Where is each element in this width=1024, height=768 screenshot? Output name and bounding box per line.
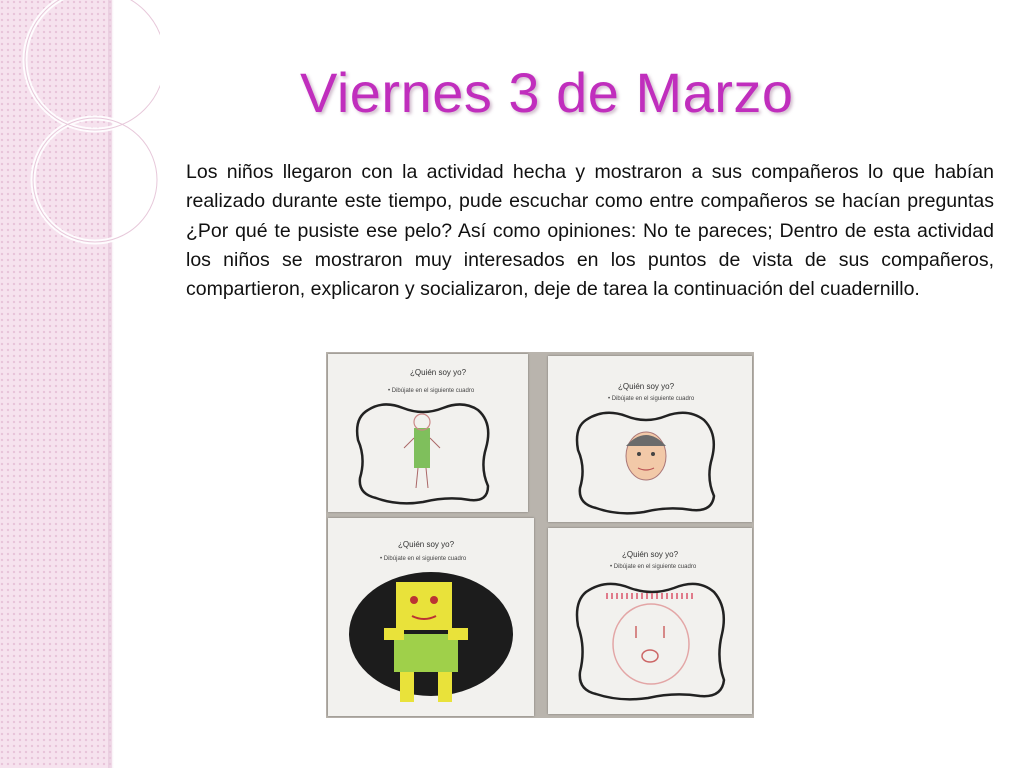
decorative-rings (0, 0, 160, 300)
drawing-frame (566, 576, 736, 708)
worksheet-instruction: • Dibújate en el siguiente cuadro (380, 556, 467, 562)
worksheets-photo (326, 352, 754, 718)
worksheet-title: ¿Quién soy yo? (410, 368, 467, 377)
worksheet-instruction: • Dibújate en el siguiente cuadro (388, 388, 475, 394)
child-drawing-face (626, 432, 666, 480)
drawing-scribble (336, 564, 526, 714)
worksheet-title: ¿Quién soy yo? (622, 550, 679, 559)
child-drawing-figure (404, 414, 440, 488)
worksheet-title: ¿Quién soy yo? (398, 540, 455, 549)
worksheet-instruction: • Dibújate en el siguiente cuadro (610, 564, 697, 570)
drawing-frame (348, 398, 498, 508)
worksheet-instruction: • Dibújate en el siguiente cuadro (608, 396, 695, 402)
slide-title: Viernes 3 de Marzo (300, 61, 794, 124)
worksheet-top-left (328, 354, 528, 512)
drawing-frame (566, 406, 726, 518)
worksheet-title: ¿Quién soy yo? (618, 382, 675, 391)
worksheet-top-right (548, 356, 752, 522)
worksheet-bottom-left (328, 518, 534, 716)
slide-body-text: Los niños llegaron con la actividad hecha y mostraron a sus compañeros lo que habían realizado durante este tiempo, pude escuchar como entre compañeros se hacían preguntas ¿Por qué te pusiste ese pelo? Así como opiniones: No te pareces; Dentro de esta actividad los niños se mostraron muy interesados en los puntos de vista de sus compañeros, compartieron, explicaron y socializaron, deje de tarea la continuación del cuadernillo. (186, 161, 994, 301)
worksheet-bottom-right (548, 528, 752, 714)
child-drawing-face (606, 596, 696, 684)
